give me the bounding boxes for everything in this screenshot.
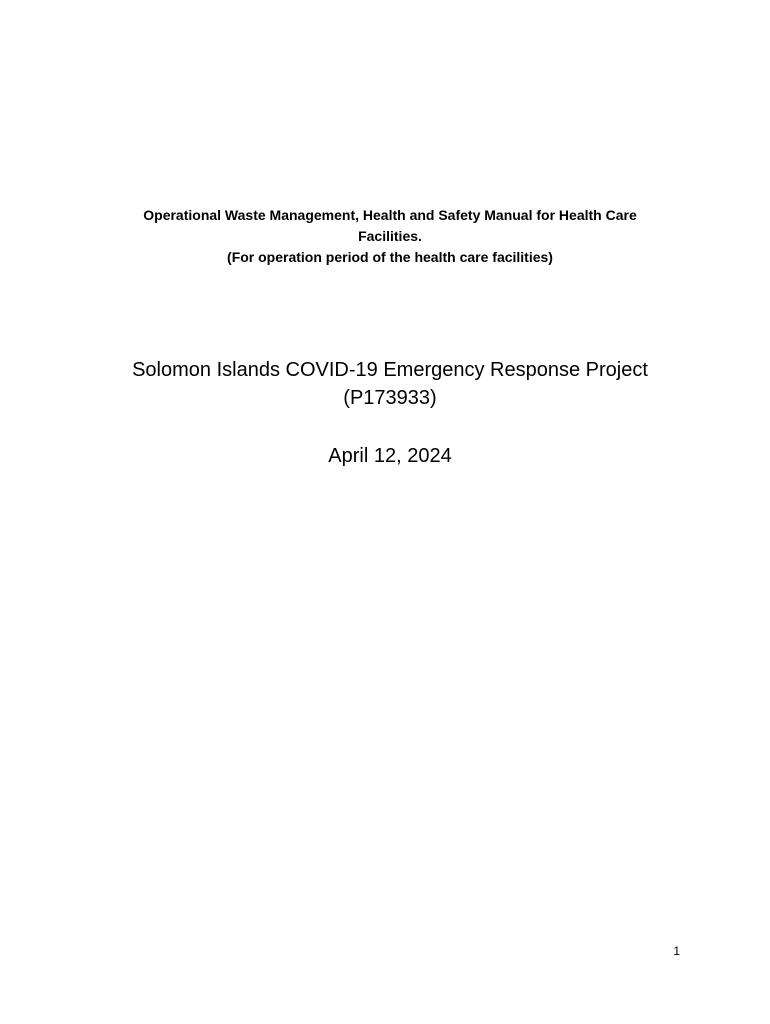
project-title (90, 356, 690, 412)
page-number: 1 (673, 944, 680, 958)
manual-title-line-1: Operational Waste Management, Health and Safety Manual for Health Care (143, 207, 637, 223)
project-name: Solomon Islands COVID-19 Emergency Response Project (132, 359, 648, 381)
project-code: (P173933) (343, 387, 437, 409)
manual-subtitle: (For operation period of the health care facilities) (227, 249, 553, 265)
manual-title (100, 205, 680, 268)
document-date: April 12, 2024 (328, 445, 452, 467)
manual-title-line-2: Facilities. (358, 228, 422, 244)
